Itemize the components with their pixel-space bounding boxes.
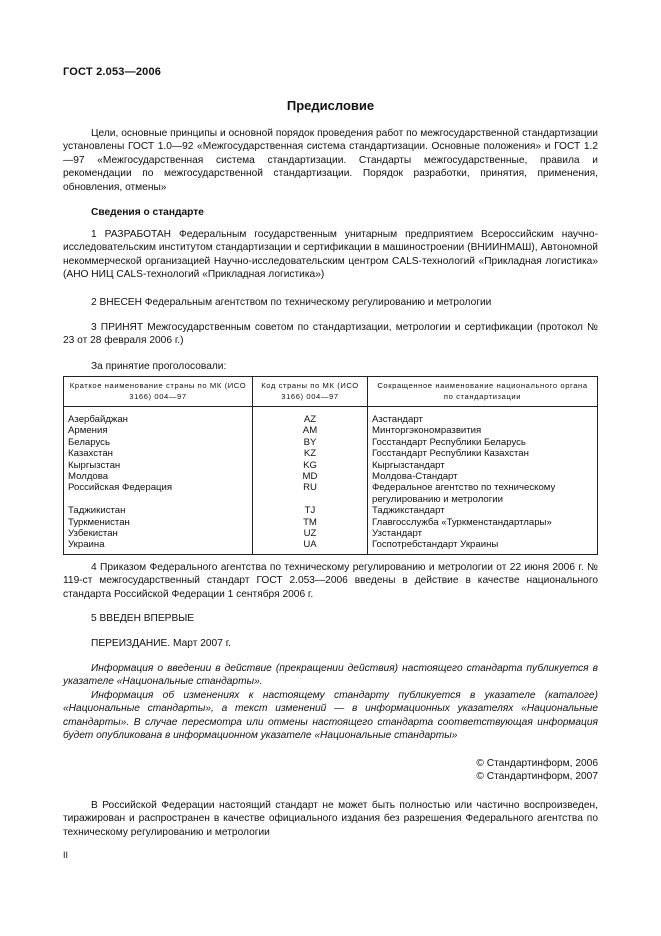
body-cell: Азстандарт <box>368 407 598 426</box>
code-cell: UA <box>253 539 368 554</box>
reissue-paragraph: ПЕРЕИЗДАНИЕ. Март 2007 г. <box>91 638 232 649</box>
body-cell: Кыргызстандарт <box>368 460 598 471</box>
country-cell: Молдова <box>64 471 253 482</box>
body-cell: Госпотребстандарт Украины <box>368 539 598 554</box>
table-header-country: Краткое наименование страны по МК (ИСО 3166) 004—97 <box>64 377 253 407</box>
code-cell: TM <box>253 517 368 528</box>
legal-paragraph: В Российской Федерации настоящий стандарт не может быть полностью или частично воспроизведен, тиражирован и распространен в качестве официального издания без разрешения Федерального агентства по техническому регулированию и метрологии <box>63 800 598 838</box>
country-cell: Украина <box>64 539 253 554</box>
page-number: II <box>63 850 69 860</box>
country-cell: Кыргызстан <box>64 460 253 471</box>
country-cell: Российская Федерация <box>64 482 253 505</box>
code-cell: KZ <box>253 448 368 459</box>
table-row <box>64 539 598 554</box>
code-cell: UZ <box>253 528 368 539</box>
copyright-line-2: © Стандартинформ, 2007 <box>476 771 598 783</box>
document-id: ГОСТ 2.053—2006 <box>63 66 162 78</box>
table-row <box>64 407 598 426</box>
item-2-paragraph: 2 ВНЕСЕН Федеральным агентством по техническому регулированию и метрологии <box>91 297 492 308</box>
voted-section <box>63 360 598 373</box>
country-cell: Туркменистан <box>64 517 253 528</box>
table-row <box>64 482 598 505</box>
country-cell: Таджикистан <box>64 505 253 516</box>
table-row <box>64 505 598 516</box>
body-cell: Федеральное агентство по техническому регулированию и метрологии <box>368 482 598 505</box>
table-row <box>64 437 598 448</box>
body-cell: Минторгэкономразвития <box>368 425 598 436</box>
country-cell: Беларусь <box>64 437 253 448</box>
body-cell: Главгосслужба «Туркменстандартлары» <box>368 517 598 528</box>
copyright-section <box>63 757 598 784</box>
item-3-section <box>63 321 598 348</box>
info-section <box>63 206 598 219</box>
body-cell: Узстандарт <box>368 528 598 539</box>
copyright-line-1: © Стандартинформ, 2006 <box>476 758 598 769</box>
info-note-2: Информация об изменениях к настоящему стандарту публикуется в указателе (каталоге) «Национальные стандарты», а текст изменений — в информационных указателях «Национальные стандарты». В случае пересмотра или отмены настоящего стандарта соответствующая информация будет опубликована в информационном указателе «Национальные стандарты» <box>63 689 598 742</box>
table-row <box>64 425 598 436</box>
item-5-section <box>63 612 598 625</box>
code-cell: KG <box>253 460 368 471</box>
country-cell: Узбекистан <box>64 528 253 539</box>
item-3-paragraph: 3 ПРИНЯТ Межгосударственным советом по стандартизации, метрологии и сертификации (протокол № 23 от 28 февраля 2006 г.) <box>63 322 598 347</box>
table-row <box>64 460 598 471</box>
body-cell: Таджикстандарт <box>368 505 598 516</box>
legal-section <box>63 799 598 839</box>
item-2-section <box>63 296 598 309</box>
body-cell: Молдова-Стандарт <box>368 471 598 482</box>
table-row <box>64 528 598 539</box>
voted-label: За принятие проголосовали: <box>91 361 227 372</box>
info-heading: Сведения о стандарте <box>91 207 204 218</box>
code-cell: AZ <box>253 407 368 426</box>
table-header-row <box>64 377 598 407</box>
code-cell: MD <box>253 471 368 482</box>
voting-table <box>63 376 598 555</box>
table-header-body: Сокращенное наименование национального органа по стандартизации <box>368 377 598 407</box>
country-cell: Армения <box>64 425 253 436</box>
code-cell: AM <box>253 425 368 436</box>
item-5-paragraph: 5 ВВЕДЕН ВПЕРВЫЕ <box>91 613 195 624</box>
country-cell: Азербайджан <box>64 407 253 426</box>
item-4-paragraph: 4 Приказом Федерального агентства по техническому регулированию и метрологии от 22 июня 2006 г. № 119-ст межгосударственный стандарт ГОСТ 2.053—2006 введены в действие в качестве национального стандарта Российской Федерации 1 сентября 2006 г. <box>63 562 598 600</box>
info-notes-section <box>63 662 598 742</box>
code-cell: RU <box>253 482 368 505</box>
table-header-code: Код страны по МК (ИСО 3166) 004—97 <box>253 377 368 407</box>
table-row <box>64 471 598 482</box>
intro-section <box>63 127 598 194</box>
item-1-paragraph: 1 РАЗРАБОТАН Федеральным государственным унитарным предприятием Всероссийским научно-исследовательским институтом стандартизации и сертификации в машиностроении (ВНИИНМАШ), Автономной некоммерческой организацией Научно-исследовательским центром CALS-технологий «Прикладная логистика» (АНО НИЦ CALS-технологий «Прикладная логистика») <box>63 229 598 281</box>
table-row <box>64 448 598 459</box>
intro-paragraph: Цели, основные принципы и основной порядок проведения работ по межгосударственной стандартизации установлены ГОСТ 1.0—92 «Межгосударственная система стандартизации. Основные положения» и ГОСТ 1.2—97 «Межгосударственная система стандартизации. Стандарты межгосударственные, правила и рекомендации по межгосударственной стандартизации. Порядок разработки, принятия, применения, обновления, отмены» <box>63 128 598 193</box>
code-cell: BY <box>253 437 368 448</box>
info-note-1: Информация о введении в действие (прекращении действия) настоящего стандарта публикуется в указателе «Национальные стандарты». <box>63 663 598 688</box>
item-4-section <box>63 561 598 601</box>
body-cell: Госстандарт Республики Казахстан <box>368 448 598 459</box>
reissue-section <box>63 637 598 650</box>
code-cell: TJ <box>253 505 368 516</box>
table-row <box>64 517 598 528</box>
page-title: Предисловие <box>286 98 375 113</box>
country-cell: Казахстан <box>64 448 253 459</box>
item-1-section <box>63 228 598 282</box>
body-cell: Госстандарт Республики Беларусь <box>368 437 598 448</box>
